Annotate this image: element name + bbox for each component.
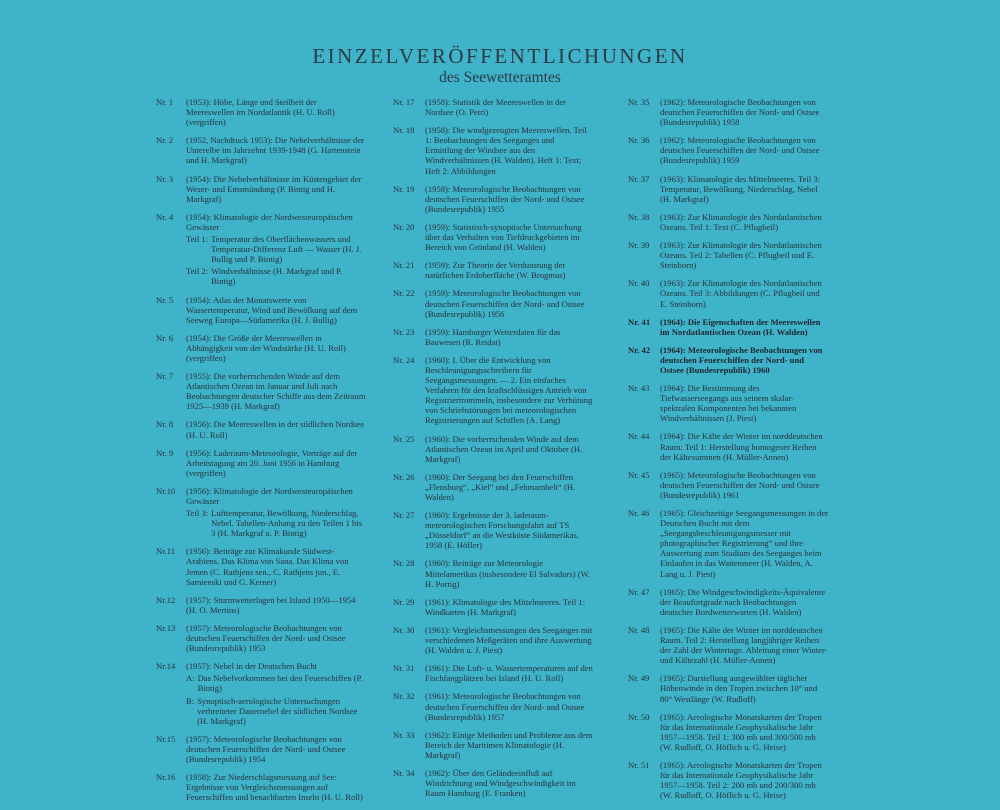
publication-number: Nr. 45: [628, 469, 650, 480]
publication-text: (1962): Meteorologische Beobachtungen von deutschen Feuerschiffen der Nord- und Ostsee (Bundesrepublik) 1959: [660, 135, 820, 166]
publication-body: [660, 673, 828, 703]
publication-number: Nr.13: [156, 622, 176, 633]
publication-entry: [393, 434, 593, 464]
publication-entry: [393, 597, 593, 617]
publication-entry: [393, 691, 593, 721]
publication-number: Nr. 46: [628, 508, 650, 518]
publication-entry: [156, 371, 366, 411]
publication-text: (1965): Darstellung ausgewählter täglicher Höhenwinde in den Tropen zwischen 10° und 80° Westlänge (W. Rudloff): [660, 673, 818, 704]
page-subtitle: des Seewetteramtes: [439, 69, 561, 86]
publication-entry: [628, 587, 828, 617]
publication-number: Nr. 39: [628, 240, 650, 251]
publication-body: [186, 448, 366, 478]
publication-number: Nr. 27: [393, 510, 415, 521]
publication-entry: [156, 623, 366, 653]
part-text: Windverhältnisse (H. Markgraf und P. Bintig): [211, 266, 342, 287]
publication-body: [660, 278, 828, 308]
publication-body: [186, 419, 366, 439]
publication-text: (1963): Zur Klimatologie des Nordatlantischen Ozeans. Teil 1: Text (C. Pflugbeil): [660, 211, 822, 232]
publication-text: (1964): Die Bestimmung des Tiefwasserseegangs aus seinem skalar-spektralen Komponenten bei bekannten Windverhältnissen (J. Piest): [660, 383, 797, 424]
publication-entry: [628, 345, 828, 375]
publication-body: [186, 772, 366, 802]
publication-entry: [156, 661, 366, 726]
publication-body: [425, 472, 593, 502]
publication-body: [186, 486, 366, 538]
publication-text: (1954): Atlas der Monatswerte von Wassertemperatur, Wind und Bewölkung auf dem Seeweg Europa—Südamerika (H. J. Bullig): [186, 294, 358, 325]
publication-body: [660, 625, 828, 665]
publication-body: [425, 260, 593, 280]
publication-text: (1960): Die vorherrschenden Winde auf dem Atlantischen Ozean im April und Oktober (H. Markgraf): [425, 433, 583, 464]
publication-entry: [156, 595, 366, 615]
publication-text: (1954): Die Größe der Meereswellen in Abhängigkeit von der Windstärke (H. U. Roll) (vergriffen): [186, 332, 346, 363]
column-2: [393, 97, 593, 806]
publication-body: [186, 135, 366, 165]
publication-body: [660, 587, 828, 617]
publication-number: Nr.14: [156, 661, 176, 672]
publication-number: Nr. 7: [156, 371, 174, 382]
publication-text: (1961): Klimatologie des Mittelmeeres. Teil 1: Windkarten (H. Markgraf): [425, 596, 586, 617]
publication-text: (1958): Die windgezeugten Meereswellen. Teil 1: Beobachtungen des Seeganges und Ermittlung der Windsee aus den Windverhältnissen (H. Walden). Heft 1: Text; Heft 2: Abbildungen: [425, 125, 587, 176]
publication-body: [660, 431, 828, 461]
publication-number: Nr. 19: [393, 183, 415, 194]
publication-text: (1965): Die Windgeschwindigkeits-Äquivalente der Beaufortgrade nach Beobachtungen deutscher Bordwetterwarten (H. Walden): [660, 586, 826, 617]
publication-entry: [628, 508, 828, 579]
publication-entry: [156, 212, 366, 287]
publication-entry: [393, 125, 593, 175]
publication-body: [660, 383, 828, 423]
publication-body: [660, 345, 828, 375]
publication-number: Nr. 22: [393, 288, 415, 299]
publication-body: [186, 333, 366, 363]
publication-number: Nr. 29: [393, 596, 415, 607]
publication-number: Nr. 31: [393, 663, 415, 674]
page-title: EINZELVERÖFFENTLICHUNGEN: [312, 44, 688, 68]
publication-number: Nr. 24: [393, 354, 415, 365]
publication-text: (1957): Nebel in der Deutschen Bucht: [186, 661, 318, 672]
publication-part: [186, 696, 366, 726]
publication-body: [660, 135, 828, 165]
publication-entry: [628, 712, 828, 752]
publication-number: Nr.16: [156, 772, 176, 783]
publication-body: [660, 508, 828, 579]
publication-text: (1954): Die Nebelverhältnisse im Küstengebiet der Weser- und Emsmündung (P. Bintig und H. Markgraf): [186, 173, 362, 204]
publication-number: Nr. 36: [628, 135, 650, 146]
publication-number: Nr. 3: [156, 173, 174, 184]
publication-body: [425, 434, 593, 464]
publication-entry: [156, 772, 366, 802]
publication-body: [425, 184, 593, 214]
publication-text: (1964): Meteorologische Beobachtungen von deutschen Feuerschiffen der Nord- und Ostsee (Bundesrepublik) 1960: [660, 344, 823, 375]
publication-number: Nr. 40: [628, 278, 650, 289]
publication-entry: [628, 431, 828, 461]
publication-entry: [156, 448, 366, 478]
publication-body: [186, 295, 366, 325]
publication-body: [186, 623, 366, 653]
publication-number: Nr. 20: [393, 221, 415, 232]
publication-number: Nr. 44: [628, 431, 650, 442]
publication-body: [425, 768, 593, 798]
publication-text: (1962): Meteorologische Beobachtungen von deutschen Feuerschiffen der Nord- und Ostsee (Bundesrepublik) 1958: [660, 97, 820, 128]
publication-body: [660, 97, 828, 127]
publication-body: [660, 174, 828, 204]
publication-entry: [393, 184, 593, 214]
publication-body: [660, 470, 828, 500]
publication-entry: [393, 510, 593, 550]
publication-entry: [156, 295, 366, 325]
publication-text: (1963): Zur Klimatologie des Nordatlantischen Ozeans. Teil 2: Tabellen (C. Pflugbeil und E. Steinborn): [660, 240, 822, 271]
publication-entry: [628, 212, 828, 232]
publication-entry: [393, 327, 593, 347]
publication-number: Nr. 8: [156, 419, 174, 430]
publication-text: (1952, Nachdruck 1953): Die Nebelverhältnisse der Unterelbe im Jahrzehnt 1939-1948 (G. Hartenstein und H. Markgraf): [186, 135, 365, 166]
publication-number: Nr. 35: [628, 97, 650, 107]
publication-entry: [393, 355, 593, 426]
publication-body: [425, 222, 593, 252]
publication-text: (1959): Meteorologische Beobachtungen von deutschen Feuerschiffen der Nord- und Ostsee (Bundesrepublik) 1956: [425, 288, 585, 319]
publication-entry: [393, 730, 593, 760]
publication-body: [660, 760, 828, 800]
publication-text: (1964): Die Kälte der Winter im norddeutschen Raum: Teil 1: Herstellung homogener Reihen der Kältesummen (H. Müller-Annen): [660, 431, 823, 462]
publication-number: Nr. 50: [628, 711, 650, 722]
publication-number: Nr. 47: [628, 586, 650, 597]
publication-entry: [628, 625, 828, 665]
publication-text: (1962): Einige Methoden und Probleme aus dem Bereich der Maritimen Klimatologie (H. Markgraf): [425, 729, 593, 760]
publication-entry: [628, 135, 828, 165]
publication-body: [186, 97, 366, 127]
publication-number: Nr. 23: [393, 326, 415, 337]
publication-body: [660, 212, 828, 232]
publication-entry: [393, 260, 593, 280]
publication-entry: [628, 174, 828, 204]
publication-number: Nr. 17: [393, 97, 415, 107]
part-label: A:: [186, 673, 195, 684]
publication-body: [425, 691, 593, 721]
publication-body: [425, 663, 593, 683]
publication-number: Nr.11: [156, 546, 176, 557]
publication-entry: [393, 558, 593, 588]
publication-text: (1957): Meteorologische Beobachtungen von deutschen Feuerschiffen der Nord- und Ostsee (Bundesrepublik) 1953: [186, 622, 346, 654]
publication-text: (1961): Die Luft- u. Wassertemperaturen auf den Fischfangplätzen bei Island (H. U. Roll): [425, 663, 593, 684]
publication-entry: [156, 333, 366, 363]
column-1: [156, 97, 366, 810]
publication-entry: [628, 383, 828, 423]
publication-text: (1963): Klimatologie des Mittelmeeres. Teil 3: Temperatur, Bewölkung, Niederschlag, Nebel (H. Markgraf): [660, 173, 821, 204]
publication-text: (1959): Hamburger Wetterdaten für das Bauwesen (R. Reidat): [425, 326, 561, 347]
publication-number: Nr. 42: [628, 344, 651, 355]
publication-entry: [393, 625, 593, 655]
publication-part: [186, 266, 366, 286]
publication-entry: [393, 663, 593, 683]
part-text: Lufttemperatur, Bewölkung, Niederschlag, Nebel. Tabellen-Anhang zu den Teilen 1 bis 3 (H. Markgraf u. P. Bintig): [211, 508, 363, 539]
publication-entry: [393, 472, 593, 502]
publication-text: (1961): Meteorologische Beobachtungen von deutschen Feuerschiffen der Nord- und Ostsee (Bundesrepublik) 1957: [425, 691, 585, 722]
publication-text: (1960): I. Über die Entwicklung von Beschleunigungsschreibern für Seegangsmessungen. — 2. Ein einfaches Verfahren für den kraftschlüssigen Antrieb von Registriertrommeln, insbesondere zur Verhütung von Schriebstörungen bei meteorologischen Registrierungen auf Schiffen (A. Lang): [425, 354, 593, 426]
publication-text: (1956): Die Meereswellen in der südlichen Nordsee (H. U. Roll): [186, 419, 365, 440]
publication-entry: [156, 486, 366, 538]
publication-text: (1965): Meteorologische Beobachtungen von deutschen Feuerschiffen der Nord- und Ostsee (Bundesrepublik) 1961: [660, 469, 820, 500]
publication-body: [660, 240, 828, 270]
publication-body: [186, 595, 366, 615]
publication-entry: [156, 419, 366, 439]
publication-body: [186, 212, 366, 287]
publication-text: (1954): Klimatologie der Nordwesteuropäischen Gewässer: [186, 211, 353, 232]
column-3: [628, 97, 828, 808]
publication-body: [186, 174, 366, 204]
publication-number: Nr. 38: [628, 211, 650, 222]
publication-entry: [393, 97, 593, 117]
publication-number: Nr. 9: [156, 447, 174, 458]
publication-body: [425, 327, 593, 347]
publication-entry: [156, 97, 366, 127]
publication-number: Nr. 1: [156, 97, 174, 107]
publication-body: [660, 317, 828, 337]
publication-body: [425, 125, 593, 175]
publication-entry: [628, 760, 828, 800]
publication-number: Nr. 26: [393, 471, 415, 482]
publication-entry: [156, 174, 366, 204]
publication-body: [425, 510, 593, 550]
publication-part: [186, 234, 366, 264]
publication-number: Nr. 30: [393, 624, 415, 635]
publication-text: (1956): Klimatologie der Nordwesteuropäischen Gewässer: [186, 485, 353, 506]
publication-body: [186, 546, 366, 586]
publication-text: (1960): Beiträge zur Meteorologie Mittelamerikas (insbesondere El Salvadors) (W. H. Portig): [425, 558, 591, 589]
publication-number: Nr. 18: [393, 125, 415, 136]
publication-text: (1959): Zur Theorie der Verdunstung der natürlichen Erdoberfläche (W. Brogmus): [425, 260, 566, 281]
publication-body: [186, 371, 366, 411]
publication-number: Nr. 33: [393, 729, 415, 740]
publication-body: [425, 597, 593, 617]
publication-body: [425, 355, 593, 426]
publication-number: Nr. 51: [628, 759, 650, 770]
publication-number: Nr. 34: [393, 767, 415, 778]
publication-number: Nr. 6: [156, 332, 174, 343]
publication-number: Nr. 49: [628, 673, 650, 684]
publication-text: (1960): Ergebnisse der 3. laderaum-meteorologischen Forschungsfahrt auf TS „Düsseldorf“ an die Westküste Südamerikas, 1958 (E. Höfler): [425, 510, 580, 551]
part-text: Das Nebelvorkommen bei den Feuerschiffen (P. Bintig): [197, 673, 363, 694]
publication-text: (1965): Gleichzeitige Seegangsmessungen in der Deutschen Bucht mit dem „Seegangsbeschleunigungsmesser mit photographischer Registrierung“ und ihre Auswertung zum Studium des Seeganges beim Einlaufen in das Wattenmeer (H. Walden, A. Lang u. J. Piest): [660, 508, 829, 579]
part-label: Teil 1:: [186, 234, 209, 245]
publication-number: Nr. 5: [156, 294, 174, 305]
publication-body: [186, 734, 366, 764]
publication-text: (1958): Meteorologische Beobachtungen von deutschen Feuerschiffen der Nord- und Ostsee (Bundesrepublik) 1955: [425, 183, 585, 214]
publication-body: [186, 661, 366, 726]
publication-body: [425, 558, 593, 588]
publication-text: (1959): Statistisch-synoptische Untersuchung über das Verhalten von Tiefdruckgebieten im Bereich von Grönland (H. Walden): [425, 221, 582, 253]
publication-text: (1964): Die Eigenschaften der Meereswellen im Nordatlantischen Ozean (H. Walden): [660, 316, 821, 337]
part-text: Synoptisch-aerologische Untersuchungen verbreiteter Dauernebel der südlichen Nordsee (H. Markgraf): [197, 695, 358, 726]
publication-text: (1957): Sturmwetterlagen bei Island 1950—1954 (H. O. Mertins): [186, 594, 356, 615]
publication-entry: [156, 734, 366, 764]
publication-number: Nr. 25: [393, 433, 415, 444]
publication-number: Nr. 4: [156, 211, 174, 222]
publication-text: (1960): Der Seegang bei den Feuerschiffen „Flensburg“, „Kiel“ und „Fehmarnbelt“ (H. Walden): [425, 471, 576, 502]
publication-text: (1956): Beiträge zur Klimakunde Südwest-Arabiens. Das Klima von Sana. Das Klima von Jemen (C. Rathjens sen., C. Rathjens jun., E. Samienski und G. Kerner): [186, 546, 349, 587]
part-text: Temperatur des Oberflächenwassers und Temperatur-Differenz Luft — Wasser (H. J. Bullig und P. Bintig): [211, 234, 362, 265]
publication-entry: [156, 546, 366, 586]
part-label: B:: [186, 695, 195, 706]
publication-entry: [156, 135, 366, 165]
publication-body: [425, 625, 593, 655]
publication-part: [186, 673, 366, 693]
publication-number: Nr. 2: [156, 135, 174, 146]
publication-number: Nr. 48: [628, 624, 650, 635]
publication-entry: [393, 288, 593, 318]
publication-entry: [628, 240, 828, 270]
publication-text: (1957): Meteorologische Beobachtungen von deutschen Feuerschiffen der Nord- und Ostsee (Bundesrepublik) 1954: [186, 733, 346, 764]
publication-text: (1958): Statistik der Meereswellen in der Nordsee (O. Petri): [425, 97, 567, 118]
publication-entry: [628, 470, 828, 500]
publication-body: [660, 712, 828, 752]
publication-number: Nr. 37: [628, 173, 650, 184]
publication-entry: [628, 97, 828, 127]
publication-text: (1963): Zur Klimatologie des Nordatlantischen Ozeans. Teil 3: Abbildungen (C. Pflugbeil und E. Steinborn): [660, 278, 822, 309]
publication-number: Nr. 41: [628, 316, 651, 327]
publication-entry: [628, 673, 828, 703]
publication-number: Nr.10: [156, 485, 176, 496]
publication-text: (1961): Vergleichsmessungen des Seeganges mit verschiedenen Meßgeräten und ihre Auswertung (H. Walden u. J. Piest): [425, 624, 593, 656]
publication-entry: [393, 222, 593, 252]
publication-number: Nr. 21: [393, 260, 415, 271]
part-label: Teil 3:: [186, 508, 209, 519]
publication-body: [425, 730, 593, 760]
publication-number: Nr. 28: [393, 558, 415, 569]
publication-text: (1965): Aerologische Monatskarten der Tropen für das Internationale Geophysikalische Jahr 1957—1958. Teil 2: 200 mb und 200/300 mb (W. Rudloff, O. Höflich u. G. Heise): [660, 759, 822, 801]
part-label: Teil 2:: [186, 266, 209, 277]
publication-text: (1955): Die vorherrschenden Winde auf dem Atlantischen Ozean im Januar und Juli nach Beobachtungen deutscher Schiffe aus dem Zeitraum 1925—1939 (H. Markgraf): [186, 371, 366, 412]
publication-number: Nr. 43: [628, 383, 650, 394]
publication-entry: [628, 278, 828, 308]
publication-text: (1965): Die Kälte der Winter im norddeutschen Raum. Teil 2: Herstellung langjähriger Reihen der Zahl der Wintertage. Ableitung einer Winter- und Kältezahl (H. Müller-Annen): [660, 624, 828, 666]
publication-number: Nr.15: [156, 733, 176, 744]
publication-text: (1956): Laderaum-Meteorologie, Vorträge auf der Arbeitstagung am 20. Juni 1956 in Hamburg (vergriffen): [186, 447, 358, 478]
publication-part: [186, 508, 366, 538]
publication-entry: [393, 768, 593, 798]
publication-entry: [628, 317, 828, 337]
publication-text: (1962): Über den Geländeeinfluß auf Windrichtung und Windgeschwindigkeit im Raum Hamburg (E. Franken): [425, 767, 576, 799]
publication-number: Nr. 32: [393, 691, 415, 702]
publication-text: (1965): Aerologische Monatskarten der Tropen für das Internationale Geophysikalische Jahr 1957—1958. Teil 1: 300 mb und 300/500 mb (W. Rudloff, O. Höflich u. G. Heise): [660, 711, 822, 752]
publication-body: [425, 288, 593, 318]
publication-text: (1958): Zur Niederschlagsmessung auf See: Ergebnisse von Vergleichsmessungen auf Feuerschiffen und benachbarten Inseln (H. U. Roll): [186, 772, 363, 803]
publication-number: Nr.12: [156, 594, 176, 605]
publication-body: [425, 97, 593, 117]
publication-text: (1953): Höhe, Länge und Steilheit der Meereswellen im Nordatlantik (H. U. Roll) (vergriffen): [186, 97, 335, 128]
